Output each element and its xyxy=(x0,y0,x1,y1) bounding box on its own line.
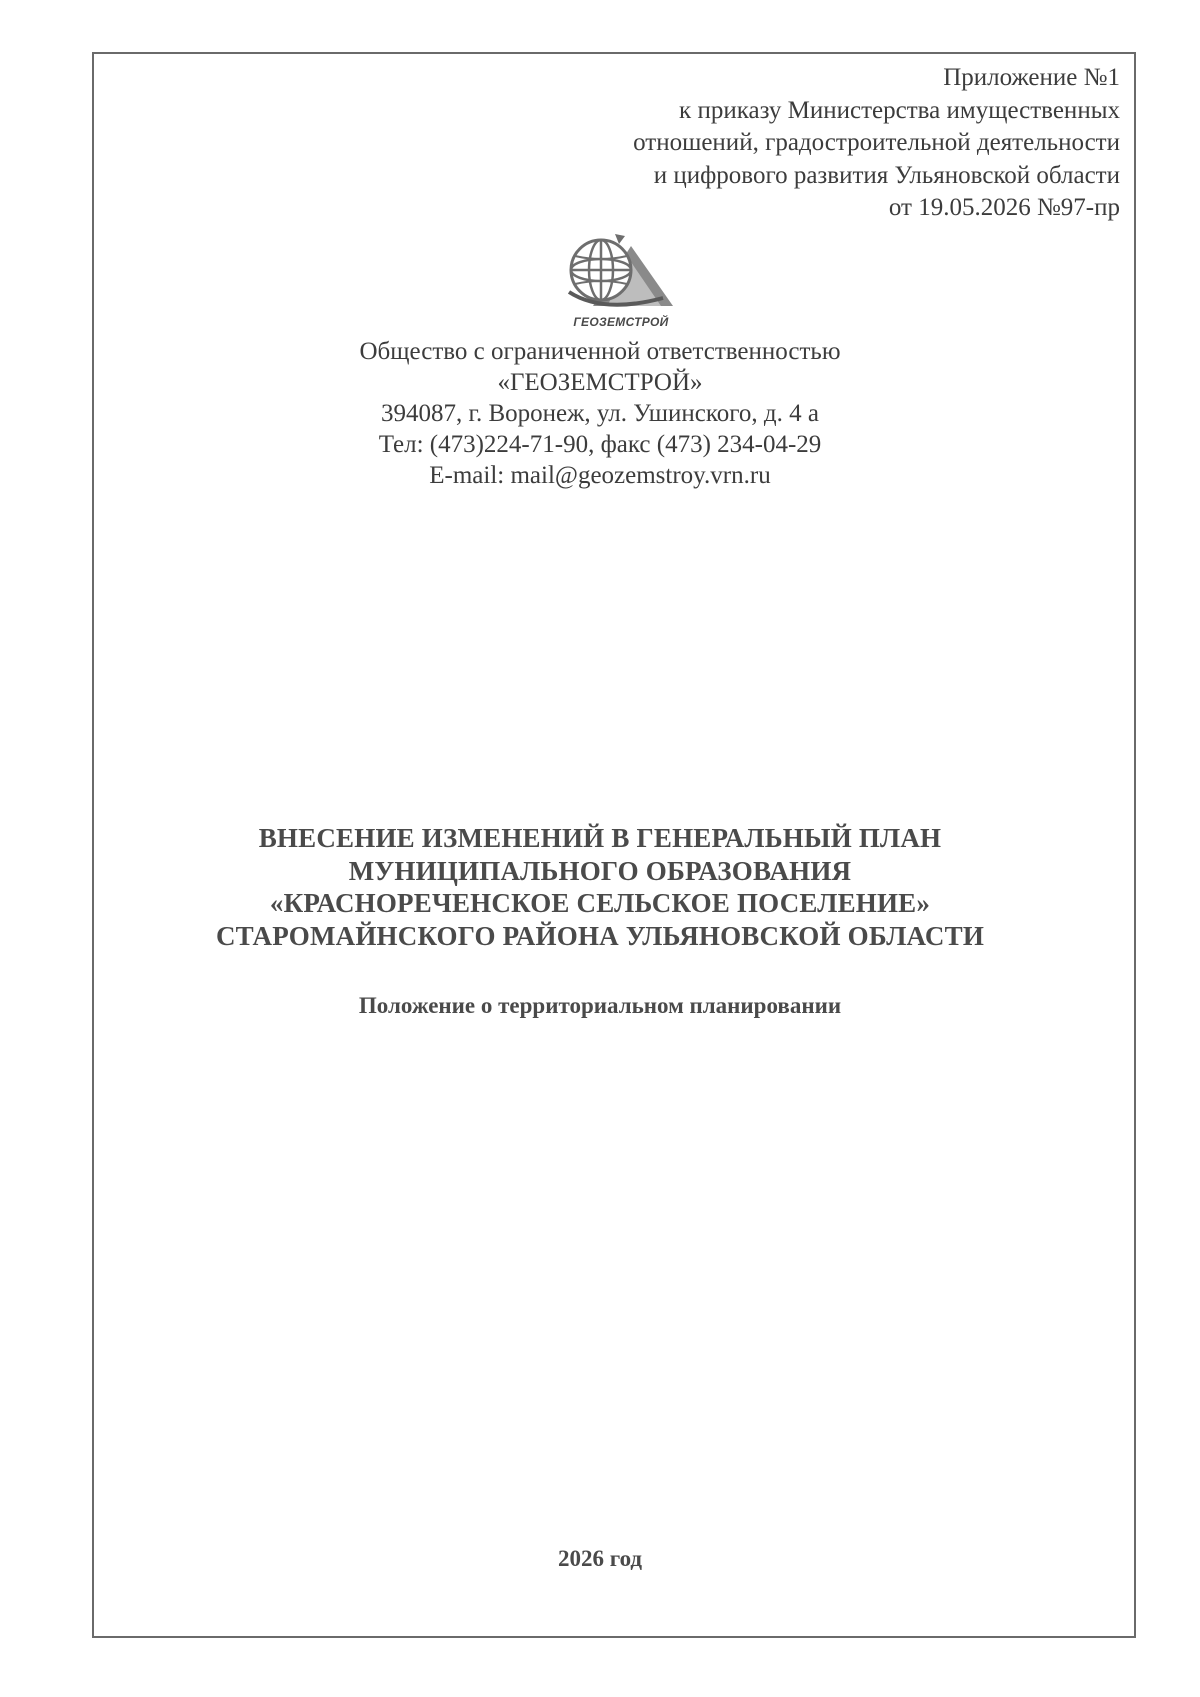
appendix-line: и цифрового развития Ульяновской области xyxy=(653,161,1120,189)
appendix-line: отношений, градостроительной деятельности xyxy=(633,129,1120,156)
company-line: E-mail: mail@geozemstroy.vrn.ru xyxy=(429,462,771,489)
document-subtitle: Положение о территориальном планировании xyxy=(358,993,842,1018)
company-line: 394087, г. Воронеж, ул. Ушинского, д. 4 а xyxy=(381,400,819,427)
company-info xyxy=(0,336,1200,491)
appendix-line: к приказу Министерства имущественных xyxy=(679,96,1120,124)
title-line: МУНИЦИПАЛЬНОГО ОБРАЗОВАНИЯ xyxy=(348,855,852,886)
logo-caption: ГЕОЗЕМСТРОЙ xyxy=(573,315,669,329)
title-line: ВНЕСЕНИЕ ИЗМЕНЕНИЙ В ГЕНЕРАЛЬНЫЙ ПЛАН xyxy=(258,823,942,853)
company-line: «ГЕОЗЕМСТРОЙ» xyxy=(497,369,703,396)
globe-triangle-logo-icon xyxy=(563,232,679,332)
appendix-line: Приложение №1 xyxy=(943,64,1120,91)
title-line: СТАРОМАЙНСКОГО РАЙОНА УЛЬЯНОВСКОЙ ОБЛАСТИ xyxy=(215,920,985,951)
company-line: Общество с ограниченной ответственностью xyxy=(359,338,841,365)
appendix-note xyxy=(633,62,1120,225)
document-year: 2026 год xyxy=(557,1546,643,1571)
title-line: «КРАСНОРЕЧЕНСКОЕ СЕЛЬСКОЕ ПОСЕЛЕНИЕ» xyxy=(269,888,931,918)
appendix-line: от 19.05.2026 №97-пр xyxy=(888,194,1120,221)
document-title xyxy=(0,822,1200,952)
company-line: Тел: (473)224-71-90, факс (473) 234-04-29 xyxy=(378,431,822,458)
